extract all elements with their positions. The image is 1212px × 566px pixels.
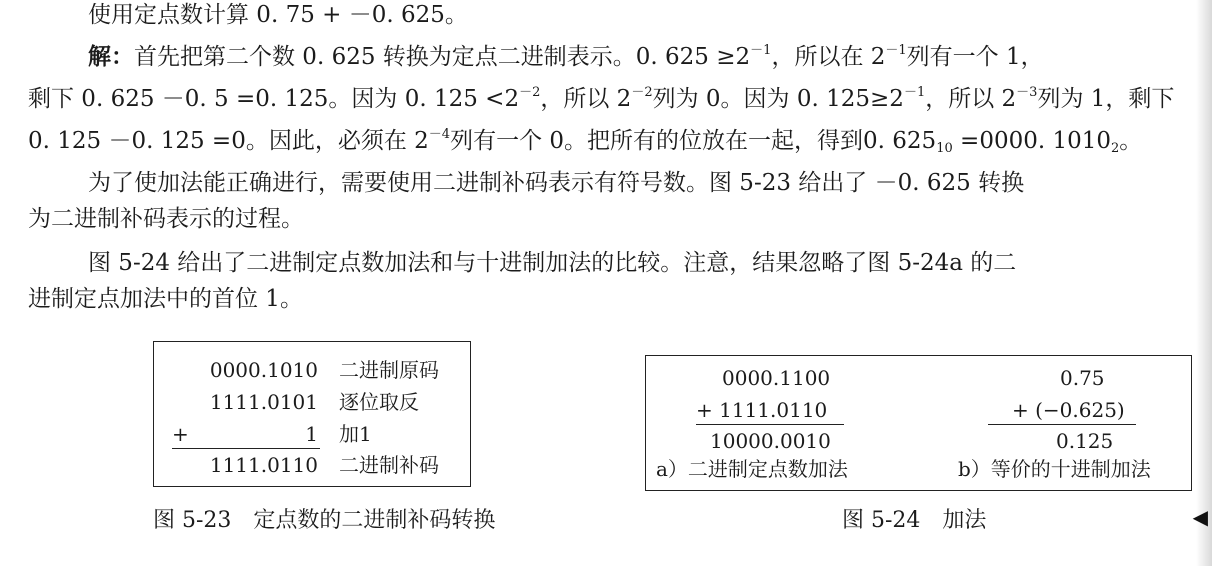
text-span: 列为 1，剩下: [1037, 86, 1175, 112]
text-span: 列为 0。因为 0. 125≥2: [652, 86, 904, 112]
subscript: 10: [936, 141, 953, 156]
fig23-original-code: 0000.1010: [209, 358, 318, 382]
fig24a-operand2: + 1111.0110: [696, 398, 828, 422]
fig23-label-original: 二进制原码: [339, 358, 439, 382]
exponent: －2: [631, 85, 653, 100]
text-line-7: [88, 248, 1016, 278]
fig23-label-add-one: 加1: [339, 422, 372, 446]
fig23-label-complement: 二进制补码: [339, 453, 439, 477]
text-span: 。: [1119, 128, 1143, 154]
text-span: ，所以在 2: [771, 44, 886, 70]
text-line-8: [28, 284, 303, 314]
figure-5-24-box: [645, 355, 1192, 491]
figure-5-23-box: [153, 341, 471, 487]
text-line-2: [88, 42, 1044, 72]
text-line-6: [28, 204, 304, 234]
fig23-label-invert: 逐位取反: [339, 390, 419, 414]
text-line-1: [88, 0, 468, 30]
exponent: －3: [1016, 85, 1038, 100]
fig23-sum-rule: [172, 448, 320, 449]
text-span: ，所以 2: [925, 86, 1017, 112]
fig23-inverted: 1111.0101: [209, 390, 318, 414]
fig24a-sum-rule: [696, 424, 844, 425]
exponent: －1: [885, 43, 907, 58]
text-span: 首先把第二个数 0. 625 转换为定点二进制表示。0. 625 ≥2: [134, 44, 751, 70]
solution-label: 解：: [88, 43, 134, 70]
fig24b-operand2: + (−0.625): [1012, 398, 1125, 422]
text-span: =0000. 1010: [952, 128, 1112, 154]
figure-5-23-caption: 图 5-23 定点数的二进制补码转换: [153, 508, 496, 533]
fig23-plus-sign: +: [172, 422, 189, 446]
text-span: 列有一个 0。把所有的位放在一起，得到0. 625: [450, 128, 937, 154]
fig24a-result: 10000.0010: [710, 429, 831, 453]
fig24a-operand1: 0000.1100: [722, 366, 831, 390]
page-edge-shadow: [1196, 0, 1212, 566]
fig24a-label: a）二进制定点数加法: [656, 457, 848, 481]
text-span: 剩下 0. 625 －0. 5 =0. 125。因为 0. 125 <2: [28, 86, 520, 112]
exponent: －2: [519, 85, 541, 100]
text-line-3: [28, 84, 1174, 114]
exponent: －1: [903, 85, 926, 100]
text-span: 进制定点加法中的首位 1。: [28, 286, 303, 312]
fig24b-sum-rule: [988, 424, 1136, 425]
fig24b-label: b）等价的十进制加法: [958, 457, 1151, 481]
text-line-5: [88, 168, 1024, 198]
fig23-add-one: 1: [305, 422, 318, 446]
fig24b-result: 0.125: [1056, 429, 1114, 453]
text-span: 0. 125 －0. 125 =0。因此，必须在 2: [28, 128, 429, 154]
exponent: －1: [750, 43, 772, 58]
text-span: 图 5-24 给出了二进制定点数加法和与十进制加法的比较。注意，结果忽略了图 5-24a 的二: [88, 250, 1017, 276]
fig23-complement: 1111.0110: [209, 453, 318, 477]
text-span: 列有一个 1，: [906, 44, 1044, 70]
exponent: －4: [428, 127, 451, 142]
fig24b-operand1: 0.75: [1060, 366, 1105, 390]
subscript: 2: [1111, 141, 1120, 156]
text-span: ，所以 2: [540, 86, 632, 112]
text-span: 为了使加法能正确进行，需要使用二进制补码表示有符号数。图 5-23 给出了 －0. 625 转换: [88, 170, 1025, 196]
text-span: 使用定点数计算 0. 75 + －0. 625。: [88, 2, 468, 28]
left-triangle-icon: ◀: [1192, 505, 1208, 529]
figure-5-24-caption: 图 5-24 加法: [842, 508, 987, 533]
text-span: 为二进制补码表示的过程。: [28, 206, 304, 232]
text-line-4: [28, 126, 1142, 156]
